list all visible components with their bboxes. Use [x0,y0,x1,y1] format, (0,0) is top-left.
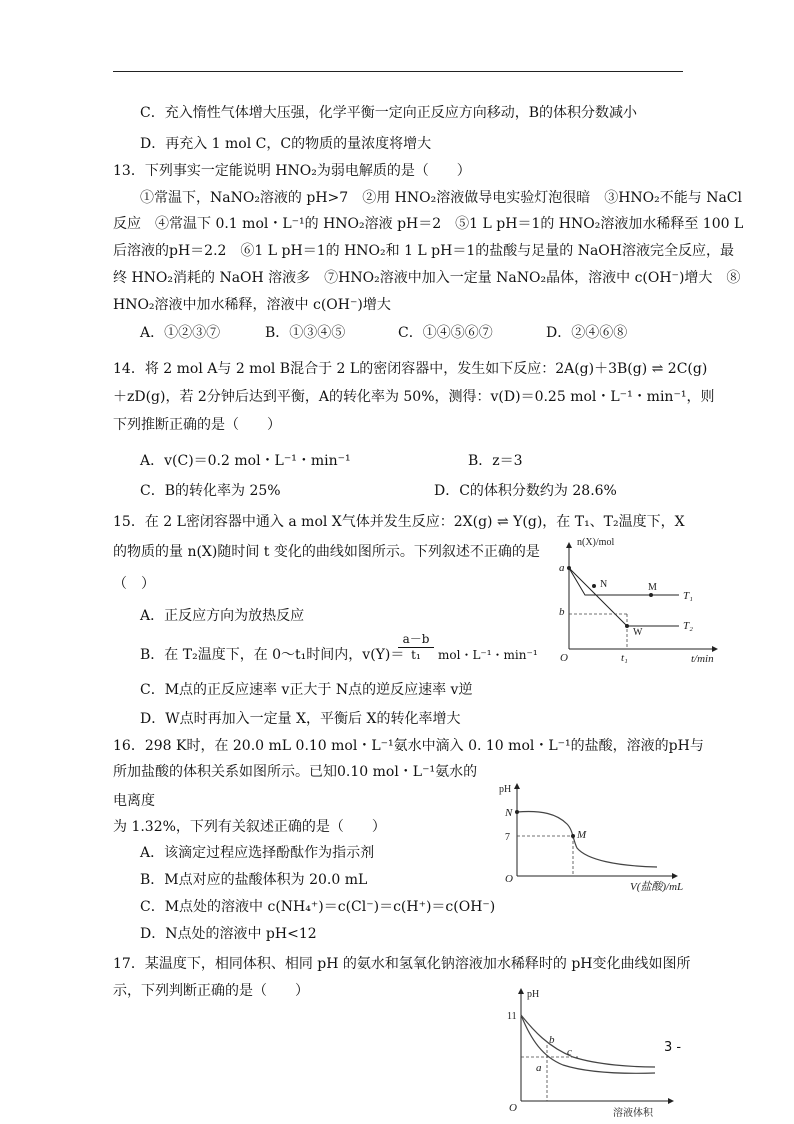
t1-label: t₁ [621,652,628,664]
a-label: a [536,1062,542,1074]
q13-option-d: D．②④⑥⑧ [546,325,628,341]
q16-line-4: 为 1.32%，下列有关叙述正确的是（ ） [113,819,386,835]
q15-figure [555,537,725,671]
q15-option-d: D．W点时再加入一定量 X，平衡后 X的转化率增大 [140,711,461,727]
q17-line-2: 示，下列判断正确的是（ ） [113,983,309,999]
q14-line-2: ＋zD(g)，若 2分钟后达到平衡，A的转化率为 50%，测得：v(D)＝0.25 mol・L⁻¹・min⁻¹，则 [113,389,715,405]
q17-graph [503,985,683,1120]
point-m [571,834,575,838]
c-label: c [567,1046,572,1058]
x-axis-label: 溶液体积 [613,1108,653,1119]
ph11-label: 11 [507,1011,517,1022]
n-label: N [600,579,608,590]
q13-option-b: B．①③④⑤ [265,325,346,341]
q16-figure [497,780,687,899]
ph7-label: 7 [505,832,510,843]
q13-option-c: C．①④⑤⑥⑦ [398,325,493,341]
x-axis-label: V(盐酸)/mL [630,881,684,893]
q17-line-1: 17．某温度下，相同体积、相同 pH 的氨水和氢氧化钠溶液加水稀释时的 pH变化曲线如图所 [113,956,691,972]
origin-label: O [560,652,568,664]
t1-curve-label: T₁ [683,590,693,602]
q14-option-b: B．z＝3 [468,453,523,469]
q16-option-c: C．M点处的溶液中 c(NH₄⁺)＝c(Cl⁻)＝c(H⁺)＝c(OH⁻) [140,899,496,915]
fraction-denominator: t₁ [398,647,434,662]
q16-option-a: A．该滴定过程应选择酚酞作为指示剂 [140,845,375,861]
q14-line-3: 下列推断正确的是（ ） [113,417,281,433]
q15-line-2: 的物质的量 n(X)随时间 t 变化的曲线如图所示。下列叙述不正确的是 [113,544,540,560]
fraction-numerator: a－b [402,632,430,646]
m-label: M [577,829,587,841]
q16-line-2: 所加盐酸的体积关系如图所示。已知0.10 mol・L⁻¹氨水的 [113,764,478,780]
q14-option-d: D．C的体积分数约为 28.6% [434,483,617,499]
curve-t2 [569,568,679,626]
q16-option-b: B．M点对应的盐酸体积为 20.0 mL [140,872,368,888]
x-axis-label: t/min [691,653,714,665]
q15-line-3: （ ） [113,576,155,592]
header-rule [113,71,683,72]
y-axis-label: pH [499,784,512,795]
q13-option-a: A．①②③⑦ [140,325,221,341]
point-n [592,584,596,588]
q13-stem: 13．下列事实一定能说明 HNO₂为弱电解质的是（ ） [113,163,471,179]
q13-line-4: 终 HNO₂消耗的 NaOH 溶液多 ⑦HNO₂溶液中加入一定量 NaNO₂晶体，溶液中 c(OH⁻)增大 ⑧ [113,270,741,286]
q13-line-5: HNO₂溶液中加水稀释，溶液中 c(OH⁻)增大 [113,297,391,313]
point-w [625,624,629,628]
curve-t1 [569,568,679,595]
a-label: a [559,562,565,574]
y-axis-label: pH [527,989,540,1000]
n-label: N [505,807,513,819]
point-m [649,593,653,597]
q15-graph [555,537,725,667]
curve-naoh [521,1015,655,1067]
q16-option-d: D．N点处的溶液中 pH<12 [140,926,317,942]
q15-option-b-unit: mol・L⁻¹・min⁻¹ [438,648,538,662]
point-n [515,810,519,814]
q15-option-c: C．M点的正反应速率 v正大于 N点的逆反应速率 v逆 [140,682,473,698]
t2-curve-label: T₂ [683,620,693,632]
q13-line-2: 反应 ④常温下 0.1 mol・L⁻¹的 HNO₂溶液 pH＝2 ⑤1 L pH＝1的 HNO₂溶液加水稀释至 100 L [113,216,744,232]
b-label: b [549,1034,555,1046]
q14-option-c: C．B的转化率为 25% [140,483,281,499]
q17-figure [503,985,683,1124]
q13-line-3: 后溶液的pH＝2.2 ⑥1 L pH＝1的 HNO₂和 1 L pH＝1的盐酸与足量的 NaOH溶液完全反应，最 [113,243,734,259]
q14-option-a: A．v(C)＝0.2 mol・L⁻¹・min⁻¹ [140,453,351,469]
point-a [567,566,571,570]
m-label: M [648,582,657,593]
w-label: W [633,627,643,638]
page-number: 3 - [664,1040,682,1055]
q12-option-c: C．充入惰性气体增大压强，化学平衡一定向正反应方向移动，B的体积分数减小 [140,105,637,121]
q15-option-a: A．正反应方向为放热反应 [140,608,305,624]
origin-label: O [505,873,513,885]
q15-option-b-fraction [398,632,434,662]
q15-option-b-prefix: B．在 T₂温度下，在 0～t₁时间内，v(Y)＝ [140,647,405,663]
q15-line-1: 15．在 2 L密闭容器中通入 a mol X气体并发生反应：2X(g) ⇌ Y(g)，在 T₁、T₂温度下，X [113,514,685,530]
q13-line-1: ①常温下，NaNO₂溶液的 pH>7 ②用 HNO₂溶液做导电实验灯泡很暗 ③HNO₂不能与 NaCl [140,190,742,206]
q12-option-d: D．再充入 1 mol C，C的物质的量浓度将增大 [140,136,432,152]
q16-line-3: 电离度 [113,793,155,809]
q14-line-1: 14．将 2 mol A与 2 mol B混合于 2 L的密闭容器中，发生如下反应：2A(g)＋3B(g) ⇌ 2C(g) [113,361,708,377]
y-axis-label: n(X)/mol [577,537,615,548]
origin-label: O [509,1102,517,1114]
b-label: b [559,606,565,618]
q16-line-1: 16．298 K时，在 20.0 mL 0.10 mol・L⁻¹氨水中滴入 0. 10 mol・L⁻¹的盐酸，溶液的pH与 [113,738,704,754]
titration-curve [517,812,657,868]
q16-graph [497,780,687,895]
